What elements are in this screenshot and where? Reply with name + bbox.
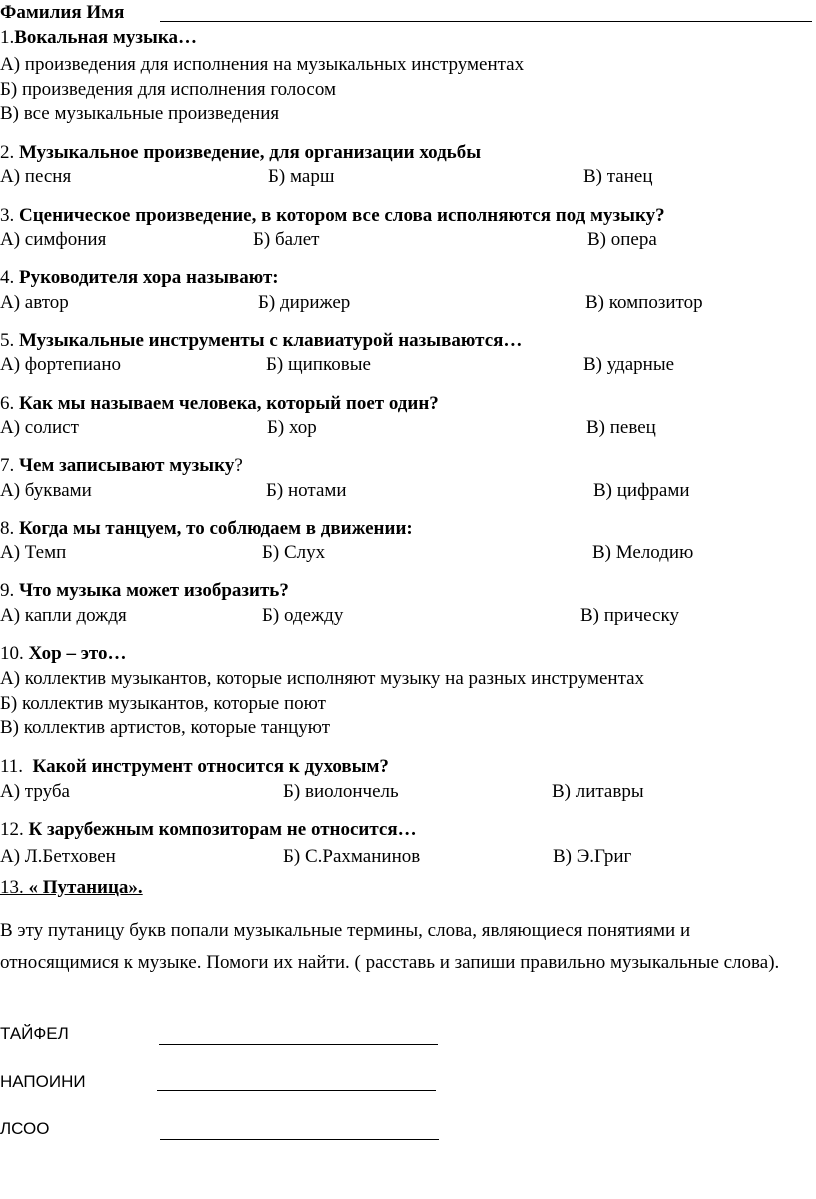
question-number: 10. [0,643,29,664]
question-text: Хор – это… [28,643,127,664]
q8-option-a[interactable]: А) Темп [0,542,67,563]
q12-option-c[interactable]: В) Э.Григ [553,846,632,867]
question-2 [0,142,481,164]
q10-option-c[interactable]: В) коллектив артистов, которые танцуют [0,717,331,738]
question-number: 3. [0,205,19,226]
question-text: « Путаница». [28,877,143,898]
question-number: 9. [0,580,19,601]
q4-option-c[interactable]: В) композитор [585,292,703,313]
question-text: Руководителя хора называют: [19,267,279,288]
question-3 [0,205,665,227]
scrambled-word-1: ТАЙФЕЛ [0,1024,69,1043]
question-11 [0,756,389,778]
question-text: Вокальная музыка… [14,27,198,48]
question-text: Сценическое произведение, в котором все слова исполняются под музыку? [19,205,665,226]
question-5 [0,330,522,352]
question-number: 7. [0,455,19,476]
question-text: К зарубежным композиторам не относится… [28,819,417,840]
question-6 [0,393,439,415]
q7-option-c[interactable]: В) цифрами [593,480,690,501]
q2-option-c[interactable]: В) танец [583,166,653,187]
q9-option-c[interactable]: В) прическу [580,605,679,626]
answer-line-3[interactable] [160,1139,439,1140]
q10-option-b[interactable]: Б) коллектив музыкантов, которые поют [0,693,326,714]
q5-option-b[interactable]: Б) щипковые [266,354,371,375]
q8-option-c[interactable]: В) Мелодию [592,542,694,563]
question-text: Когда мы танцуем, то соблюдаем в движении: [19,518,413,539]
name-label: Фамилия Имя [0,2,125,23]
q7-option-a[interactable]: А) буквами [0,480,92,501]
q3-option-a[interactable]: А) симфония [0,229,107,250]
scrambled-word-3: ЛСОО [0,1119,50,1138]
question-number: 5. [0,330,19,351]
q11-option-a[interactable]: А) труба [0,781,70,802]
question-number: 13. [0,877,29,898]
question-text: Чем записывают музыку [19,455,235,476]
question-text: Музыкальное произведение, для организации ходьбы [19,142,482,163]
question-number: 8. [0,518,19,539]
question-number: 1. [0,27,15,48]
q11-option-c[interactable]: В) литавры [552,781,644,802]
question-text: Что музыка может изобразить? [19,580,289,601]
q3-option-b[interactable]: Б) балет [253,229,320,250]
scrambled-word-2: НАПОИНИ [0,1072,86,1091]
question-number: 2. [0,142,19,163]
q12-option-b[interactable]: Б) С.Рахманинов [283,846,421,867]
q1-option-c[interactable]: В) все музыкальные произведения [0,103,280,124]
question-number: 4. [0,267,19,288]
question-number: 12. [0,819,29,840]
task-instructions: В эту путаницу букв попали музыкальные термины, слова, являющиеся понятиями и относящимися к музыке. Помоги их найти. ( расставь и запиши правильно музыкальные слова). [0,920,780,973]
question-text: Как мы называем человека, который поет один? [19,393,439,414]
q1-option-b[interactable]: Б) произведения для исполнения голосом [0,79,336,100]
question-10 [0,643,127,665]
q4-option-b[interactable]: Б) дирижер [258,292,351,313]
question-tail: ? [234,455,243,476]
q5-option-a[interactable]: А) фортепиано [0,354,122,375]
q9-option-b[interactable]: Б) одежду [262,605,344,626]
q8-option-b[interactable]: Б) Слух [262,542,326,563]
q9-option-a[interactable]: А) капли дождя [0,605,127,626]
q6-option-a[interactable]: А) солист [0,417,79,438]
q12-option-a[interactable]: А) Л.Бетховен [0,846,116,867]
answer-line-2[interactable] [157,1090,436,1091]
question-4 [0,267,279,289]
question-13 [0,877,143,899]
question-number: 11. [0,756,33,777]
q6-option-b[interactable]: Б) хор [267,417,317,438]
question-number: 6. [0,393,19,414]
question-text: Какой инструмент относится к духовым? [32,756,389,777]
q5-option-c[interactable]: В) ударные [583,354,675,375]
question-9 [0,580,289,602]
q10-option-a[interactable]: А) коллектив музыкантов, которые исполняют музыку на разных инструментах [0,668,645,689]
q2-option-a[interactable]: А) песня [0,166,72,187]
q7-option-b[interactable]: Б) нотами [266,480,347,501]
q3-option-c[interactable]: В) опера [587,229,657,250]
q4-option-a[interactable]: А) автор [0,292,69,313]
question-12 [0,819,417,841]
q1-option-a[interactable]: А) произведения для исполнения на музыкальных инструментах [0,54,525,75]
question-8 [0,518,413,540]
q2-option-b[interactable]: Б) марш [268,166,335,187]
question-7 [0,455,243,477]
question-1 [0,27,197,49]
q11-option-b[interactable]: Б) виолончель [283,781,399,802]
question-text: Музыкальные инструменты с клавиатурой называются… [19,330,523,351]
q6-option-c[interactable]: В) певец [586,417,656,438]
name-input-line[interactable] [160,21,812,22]
answer-line-1[interactable] [159,1044,438,1045]
